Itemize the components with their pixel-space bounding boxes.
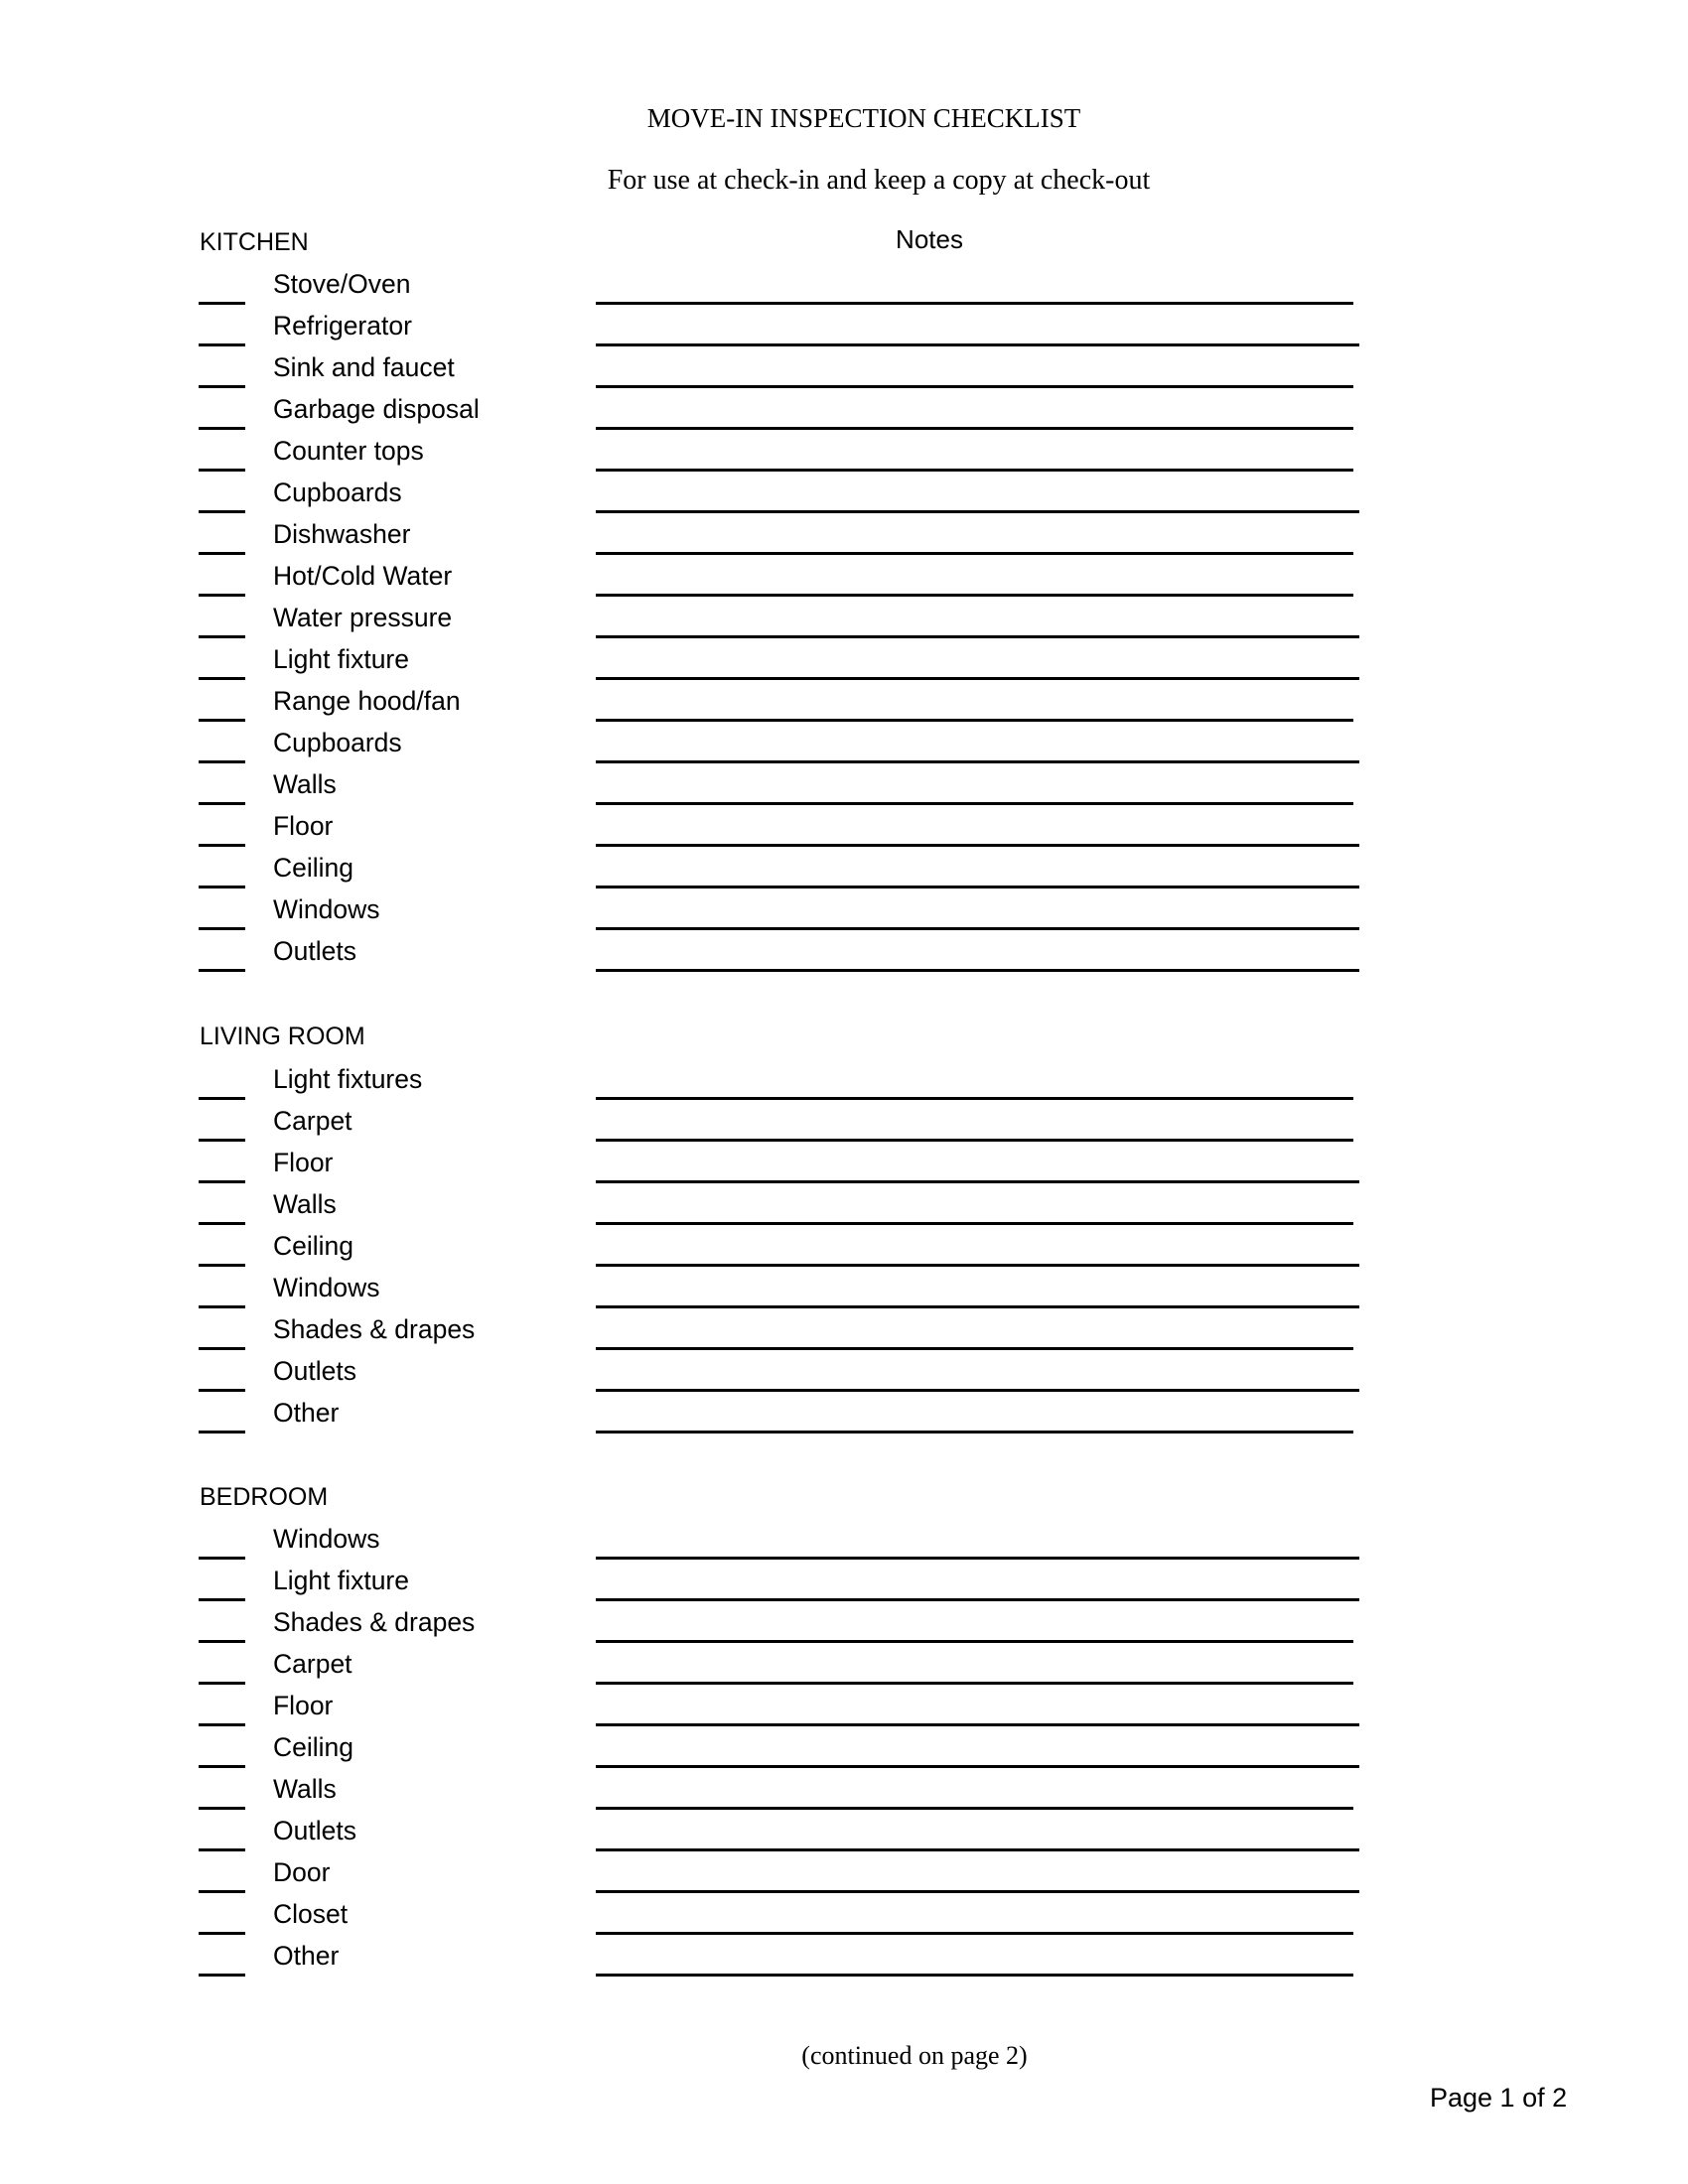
item-label: Cupboards <box>273 728 402 757</box>
check-blank[interactable] <box>199 594 245 597</box>
notes-line[interactable] <box>596 719 1353 722</box>
check-blank[interactable] <box>199 635 245 638</box>
notes-line[interactable] <box>596 927 1359 930</box>
notes-line[interactable] <box>596 1264 1359 1267</box>
check-blank[interactable] <box>199 343 245 346</box>
item-label: Stove/Oven <box>273 269 411 299</box>
check-blank[interactable] <box>199 1222 245 1225</box>
notes-line[interactable] <box>596 1097 1353 1100</box>
item-label: Floor <box>273 1148 334 1177</box>
notes-line[interactable] <box>596 469 1353 472</box>
item-label: Hot/Cold Water <box>273 561 453 591</box>
item-label: Light fixtures <box>273 1064 423 1094</box>
item-label: Door <box>273 1857 331 1887</box>
check-blank[interactable] <box>199 1180 245 1183</box>
notes-line[interactable] <box>596 1389 1359 1392</box>
notes-line[interactable] <box>596 1765 1359 1768</box>
item-label: Ceiling <box>273 1231 354 1261</box>
item-label: Sink and faucet <box>273 352 455 382</box>
check-blank[interactable] <box>199 385 245 388</box>
notes-line[interactable] <box>596 1974 1353 1977</box>
check-blank[interactable] <box>199 1848 245 1851</box>
notes-line[interactable] <box>596 1347 1353 1350</box>
section-title: BEDROOM <box>200 1483 329 1511</box>
page-title: MOVE-IN INSPECTION CHECKLIST <box>646 103 1081 133</box>
check-blank[interactable] <box>199 1139 245 1142</box>
item-label: Counter tops <box>273 436 424 466</box>
check-blank[interactable] <box>199 1974 245 1977</box>
notes-line[interactable] <box>596 1431 1353 1433</box>
check-blank[interactable] <box>199 1640 245 1643</box>
item-label: Ceiling <box>273 1732 354 1762</box>
check-blank[interactable] <box>199 552 245 555</box>
notes-line[interactable] <box>596 1890 1359 1893</box>
item-label: Shades & drapes <box>273 1314 476 1344</box>
notes-line[interactable] <box>596 1848 1359 1851</box>
item-label: Windows <box>273 1273 380 1302</box>
check-blank[interactable] <box>199 1097 245 1100</box>
check-blank[interactable] <box>199 1431 245 1433</box>
check-blank[interactable] <box>199 302 245 305</box>
notes-line[interactable] <box>596 802 1353 805</box>
check-blank[interactable] <box>199 886 245 888</box>
check-blank[interactable] <box>199 1890 245 1893</box>
item-label: Shades & drapes <box>273 1607 476 1637</box>
check-blank[interactable] <box>199 1723 245 1726</box>
check-blank[interactable] <box>199 1932 245 1935</box>
notes-line[interactable] <box>596 760 1359 763</box>
check-blank[interactable] <box>199 510 245 513</box>
check-blank[interactable] <box>199 1765 245 1768</box>
check-blank[interactable] <box>199 760 245 763</box>
check-blank[interactable] <box>199 1347 245 1350</box>
notes-line[interactable] <box>596 1682 1353 1685</box>
item-label: Carpet <box>273 1106 352 1136</box>
notes-line[interactable] <box>596 969 1359 972</box>
check-blank[interactable] <box>199 1682 245 1685</box>
check-blank[interactable] <box>199 677 245 680</box>
item-label: Floor <box>273 1691 334 1720</box>
notes-line[interactable] <box>596 1557 1359 1560</box>
item-label: Light fixture <box>273 644 409 674</box>
item-label: Light fixture <box>273 1566 409 1595</box>
check-blank[interactable] <box>199 1305 245 1308</box>
check-blank[interactable] <box>199 1598 245 1601</box>
check-blank[interactable] <box>199 1557 245 1560</box>
check-blank[interactable] <box>199 469 245 472</box>
item-label: Outlets <box>273 1816 356 1845</box>
check-blank[interactable] <box>199 719 245 722</box>
notes-line[interactable] <box>596 1180 1359 1183</box>
item-label: Floor <box>273 811 334 841</box>
notes-line[interactable] <box>596 1932 1353 1935</box>
item-label: Outlets <box>273 936 356 966</box>
item-label: Dishwasher <box>273 519 411 549</box>
item-label: Other <box>273 1941 340 1971</box>
notes-line[interactable] <box>596 1305 1359 1308</box>
notes-line[interactable] <box>596 427 1353 430</box>
notes-line[interactable] <box>596 343 1359 346</box>
check-blank[interactable] <box>199 802 245 805</box>
notes-line[interactable] <box>596 594 1353 597</box>
item-label: Walls <box>273 1189 337 1219</box>
notes-line[interactable] <box>596 552 1353 555</box>
item-label: Walls <box>273 769 337 799</box>
check-blank[interactable] <box>199 1264 245 1267</box>
item-label: Walls <box>273 1774 337 1804</box>
notes-line[interactable] <box>596 1723 1359 1726</box>
item-label: Refrigerator <box>273 311 412 341</box>
notes-line[interactable] <box>596 1598 1359 1601</box>
item-label: Carpet <box>273 1649 352 1679</box>
item-label: Water pressure <box>273 603 453 632</box>
notes-column-header: Notes <box>896 224 963 254</box>
check-blank[interactable] <box>199 844 245 847</box>
notes-line[interactable] <box>596 635 1359 638</box>
item-label: Ceiling <box>273 853 354 883</box>
notes-line[interactable] <box>596 510 1359 513</box>
check-blank[interactable] <box>199 1389 245 1392</box>
continued-note: (continued on page 2) <box>801 2041 1028 2070</box>
item-label: Outlets <box>273 1356 356 1386</box>
page-subtitle: For use at check-in and keep a copy at check-out <box>607 165 1151 196</box>
notes-line[interactable] <box>596 1807 1353 1810</box>
item-label: Range hood/fan <box>273 686 461 716</box>
item-label: Cupboards <box>273 478 402 507</box>
notes-line[interactable] <box>596 886 1359 888</box>
item-label: Windows <box>273 1524 380 1554</box>
notes-line[interactable] <box>596 677 1359 680</box>
notes-line[interactable] <box>596 844 1359 847</box>
check-blank[interactable] <box>199 969 245 972</box>
check-blank[interactable] <box>199 427 245 430</box>
item-label: Garbage disposal <box>273 394 480 424</box>
check-blank[interactable] <box>199 927 245 930</box>
section-title: LIVING ROOM <box>200 1023 365 1050</box>
page-number: Page 1 of 2 <box>1430 2083 1568 2113</box>
item-label: Windows <box>273 894 380 924</box>
notes-line[interactable] <box>596 1640 1353 1643</box>
check-blank[interactable] <box>199 1807 245 1810</box>
notes-line[interactable] <box>596 385 1353 388</box>
item-label: Closet <box>273 1899 349 1929</box>
item-label: Other <box>273 1398 340 1428</box>
notes-line[interactable] <box>596 302 1353 305</box>
notes-line[interactable] <box>596 1139 1353 1142</box>
notes-line[interactable] <box>596 1222 1353 1225</box>
section-title: KITCHEN <box>200 228 309 256</box>
